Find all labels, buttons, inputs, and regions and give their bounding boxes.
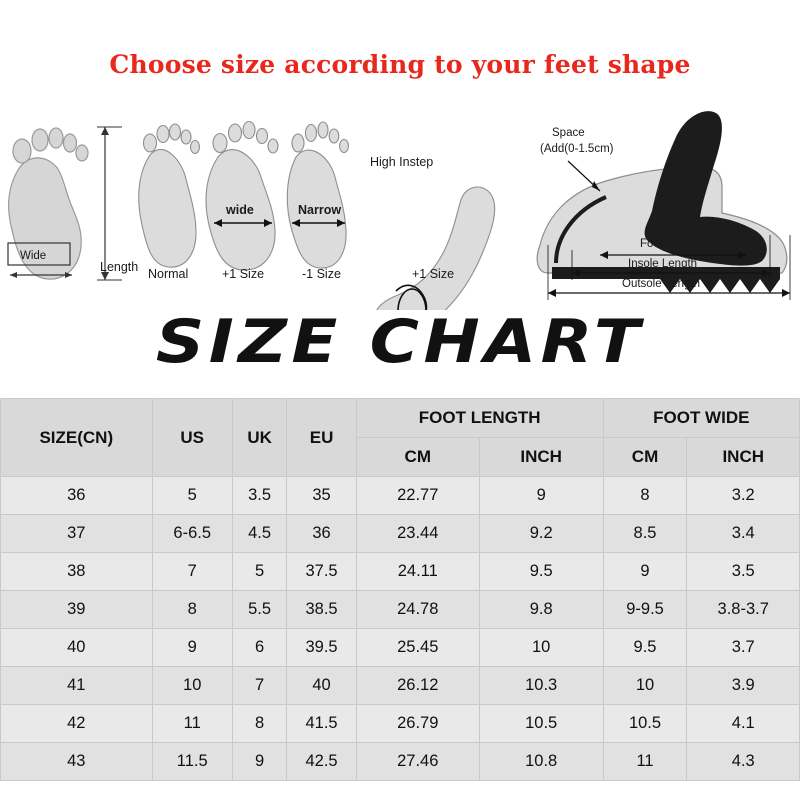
header-eu: EU (287, 399, 356, 477)
cell-foot-length-cm: 24.11 (356, 553, 479, 591)
cell-foot-wide-inch: 3.7 (687, 629, 800, 667)
cell-foot-length-cm: 22.77 (356, 477, 479, 515)
cell-us: 8 (152, 591, 232, 629)
cell-foot-wide-inch: 3.9 (687, 667, 800, 705)
header-us: US (152, 399, 232, 477)
label-wide-box: Wide (20, 250, 47, 262)
cell-eu: 38.5 (287, 591, 356, 629)
cell-foot-wide-cm: 8 (603, 477, 687, 515)
header-foot-length-inch: INCH (479, 438, 603, 477)
cell-foot-length-cm: 24.78 (356, 591, 479, 629)
cell-size-cn: 40 (1, 629, 153, 667)
cell-foot-wide-cm: 9.5 (603, 629, 687, 667)
cell-eu: 37.5 (287, 553, 356, 591)
cell-us: 7 (152, 553, 232, 591)
table-row (1, 629, 800, 667)
cell-uk: 6 (232, 629, 286, 667)
label-space: Space (552, 127, 585, 139)
label-plus-one-a: +1 Size (222, 267, 265, 281)
header-foot-wide-inch: INCH (687, 438, 800, 477)
cell-uk: 3.5 (232, 477, 286, 515)
cell-uk: 4.5 (232, 515, 286, 553)
cell-foot-length-inch: 9.8 (479, 591, 603, 629)
table-row (1, 743, 800, 781)
cell-uk: 7 (232, 667, 286, 705)
cell-foot-length-inch: 9 (479, 477, 603, 515)
cell-us: 5 (152, 477, 232, 515)
label-normal: Normal (148, 267, 189, 281)
cell-size-cn: 38 (1, 553, 153, 591)
table-row (1, 667, 800, 705)
cell-foot-wide-cm: 10.5 (603, 705, 687, 743)
cell-size-cn: 43 (1, 743, 153, 781)
cell-us: 10 (152, 667, 232, 705)
cell-us: 11 (152, 705, 232, 743)
label-length: Length (100, 260, 139, 274)
cell-us: 11.5 (152, 743, 232, 781)
cell-uk: 9 (232, 743, 286, 781)
cell-foot-length-inch: 9.2 (479, 515, 603, 553)
cell-size-cn: 41 (1, 667, 153, 705)
cell-foot-length-inch: 10.3 (479, 667, 603, 705)
header-foot-wide-cm: CM (603, 438, 687, 477)
table-row (1, 553, 800, 591)
cell-uk: 8 (232, 705, 286, 743)
cell-eu: 35 (287, 477, 356, 515)
table-body (1, 477, 800, 781)
cell-foot-length-cm: 27.46 (356, 743, 479, 781)
table-header-row-1 (1, 399, 800, 438)
cell-foot-length-cm: 26.12 (356, 667, 479, 705)
label-narrow-arrow: Narrow (298, 203, 342, 217)
label-foot-length: Foot Length (640, 238, 702, 250)
cell-foot-length-inch: 10.5 (479, 705, 603, 743)
size-chart-banner (0, 307, 800, 377)
size-chart-banner-text: SIZE CHART (155, 307, 645, 377)
cell-uk: 5 (232, 553, 286, 591)
header-uk: UK (232, 399, 286, 477)
cell-foot-wide-inch: 3.5 (687, 553, 800, 591)
cell-size-cn: 37 (1, 515, 153, 553)
cell-eu: 36 (287, 515, 356, 553)
label-minus-one: -1 Size (302, 267, 341, 281)
cell-foot-length-inch: 10 (479, 629, 603, 667)
label-wide-arrow: wide (226, 203, 254, 217)
page-title: Choose size according to your feet shape (109, 50, 691, 79)
table-head (1, 399, 800, 477)
cell-eu: 42.5 (287, 743, 356, 781)
cell-foot-wide-cm: 9 (603, 553, 687, 591)
cell-foot-wide-cm: 9-9.5 (603, 591, 687, 629)
cell-foot-wide-inch: 4.3 (687, 743, 800, 781)
cell-foot-wide-inch: 3.2 (687, 477, 800, 515)
cell-us: 6-6.5 (152, 515, 232, 553)
cell-foot-wide-inch: 3.8-3.7 (687, 591, 800, 629)
label-plus-one-b: +1 Size (412, 267, 455, 281)
label-outsole-length: Outsole Length (622, 278, 701, 290)
label-insole-length: Insole Length (628, 258, 698, 270)
cell-foot-wide-cm: 10 (603, 667, 687, 705)
table-row (1, 515, 800, 553)
cell-foot-length-inch: 10.8 (479, 743, 603, 781)
cell-foot-length-cm: 25.45 (356, 629, 479, 667)
cell-foot-wide-cm: 8.5 (603, 515, 687, 553)
cell-eu: 41.5 (287, 705, 356, 743)
label-space-add: (Add(0-1.5cm) (540, 143, 614, 155)
cell-size-cn: 39 (1, 591, 153, 629)
cell-foot-wide-cm: 11 (603, 743, 687, 781)
cell-eu: 40 (287, 667, 356, 705)
header-foot-length-cm: CM (356, 438, 479, 477)
size-chart-table (0, 398, 800, 781)
header-size-cn: SIZE(CN) (1, 399, 153, 477)
cell-size-cn: 42 (1, 705, 153, 743)
table-row (1, 705, 800, 743)
cell-foot-wide-inch: 4.1 (687, 705, 800, 743)
table-row (1, 477, 800, 515)
table-row (1, 591, 800, 629)
cell-us: 9 (152, 629, 232, 667)
cell-foot-wide-inch: 3.4 (687, 515, 800, 553)
cell-size-cn: 36 (1, 477, 153, 515)
cell-eu: 39.5 (287, 629, 356, 667)
cell-foot-length-cm: 26.79 (356, 705, 479, 743)
label-high-instep: High Instep (370, 155, 434, 169)
cell-uk: 5.5 (232, 591, 286, 629)
header-foot-wide: FOOT WIDE (603, 399, 799, 438)
cell-foot-length-inch: 9.5 (479, 553, 603, 591)
header-foot-length: FOOT LENGTH (356, 399, 603, 438)
cell-foot-length-cm: 23.44 (356, 515, 479, 553)
foot-diagram (0, 95, 800, 310)
